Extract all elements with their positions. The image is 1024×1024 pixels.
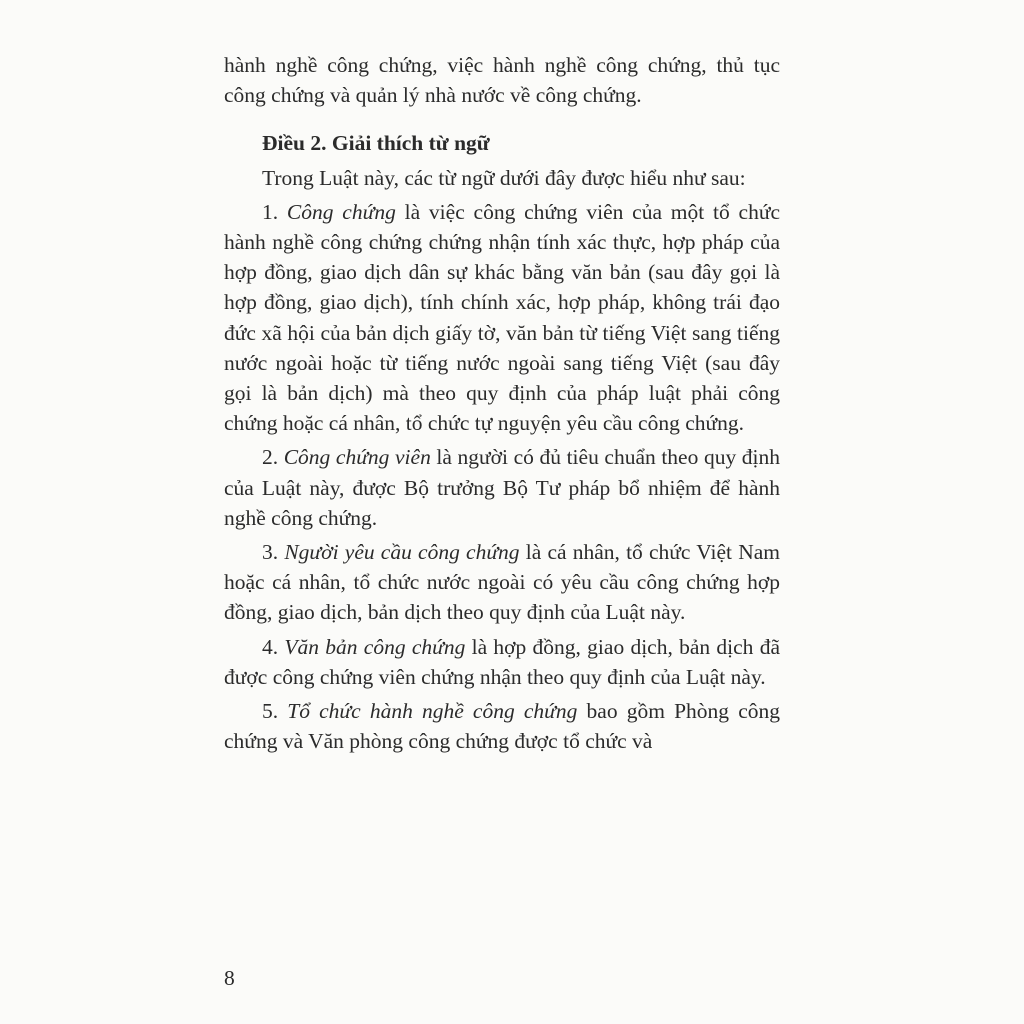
- item-number: 2.: [262, 445, 284, 470]
- defined-term: Công chứng viên: [283, 445, 431, 470]
- article-heading: Điều 2. Giải thích từ ngữ: [262, 131, 490, 156]
- defined-term: Văn bản công chứng: [284, 634, 466, 659]
- item-number: 5.: [262, 699, 288, 724]
- item-number: 1.: [262, 199, 287, 224]
- intro-paragraph: Trong Luật này, các từ ngữ dưới đây được hiểu như sau:: [262, 165, 746, 190]
- definition-text: là hợp đồng, giao dịch, bản dịch đã được công chứng viên chứng nhận theo quy định của Luật này.: [224, 634, 780, 689]
- definition-text: là việc công chứng viên của một tổ chức hành nghề công chứng chứng nhận tính xác thực, hợp pháp của hợp đồng, giao dịch dân sự khác bằng văn bản (sau đây gọi là hợp đồng, giao dịch), tính chính xác, hợp pháp, không trái đạo đức xã hội của bản dịch giấy tờ, văn bản từ tiếng Việt sang tiếng nước ngoài hoặc từ tiếng nước ngoài sang tiếng Việt (sau đây gọi là bản dịch) mà theo quy định của pháp luật phải công chứng hoặc cá nhân, tổ chức tự nguyện yêu cầu công chứng.: [224, 199, 781, 436]
- opening-paragraph: hành nghề công chứng, việc hành nghề công chứng, thủ tục công chứng và quản lý nhà nước về công chứng.: [224, 53, 780, 108]
- page-number: 8: [224, 966, 235, 990]
- definition-text: là người có đủ tiêu chuẩn theo quy định của Luật này, được Bộ trưởng Bộ Tư pháp bổ nhiệm để hành nghề công chứng.: [224, 445, 781, 530]
- definition-item-1: [224, 197, 780, 439]
- definition-text: bao gồm Phòng công chứng và Văn phòng công chứng được tổ chức và: [224, 699, 780, 754]
- defined-term: Người yêu cầu công chứng: [284, 540, 520, 565]
- definition-item-2: [224, 442, 780, 533]
- item-number: 4.: [262, 634, 285, 659]
- definition-item-4: [224, 632, 780, 692]
- definition-item-3: [224, 537, 780, 628]
- defined-term: Công chứng: [286, 199, 396, 224]
- definition-text: là cá nhân, tổ chức Việt Nam hoặc cá nhân, tổ chức nước ngoài có yêu cầu công chứng hợp đồng, giao dịch, bản dịch theo quy định của Luật này.: [224, 540, 780, 625]
- defined-term: Tổ chức hành nghề công chứng: [287, 699, 578, 724]
- page-body: [224, 50, 780, 756]
- definition-item-5: [224, 696, 780, 756]
- item-number: 3.: [262, 540, 285, 565]
